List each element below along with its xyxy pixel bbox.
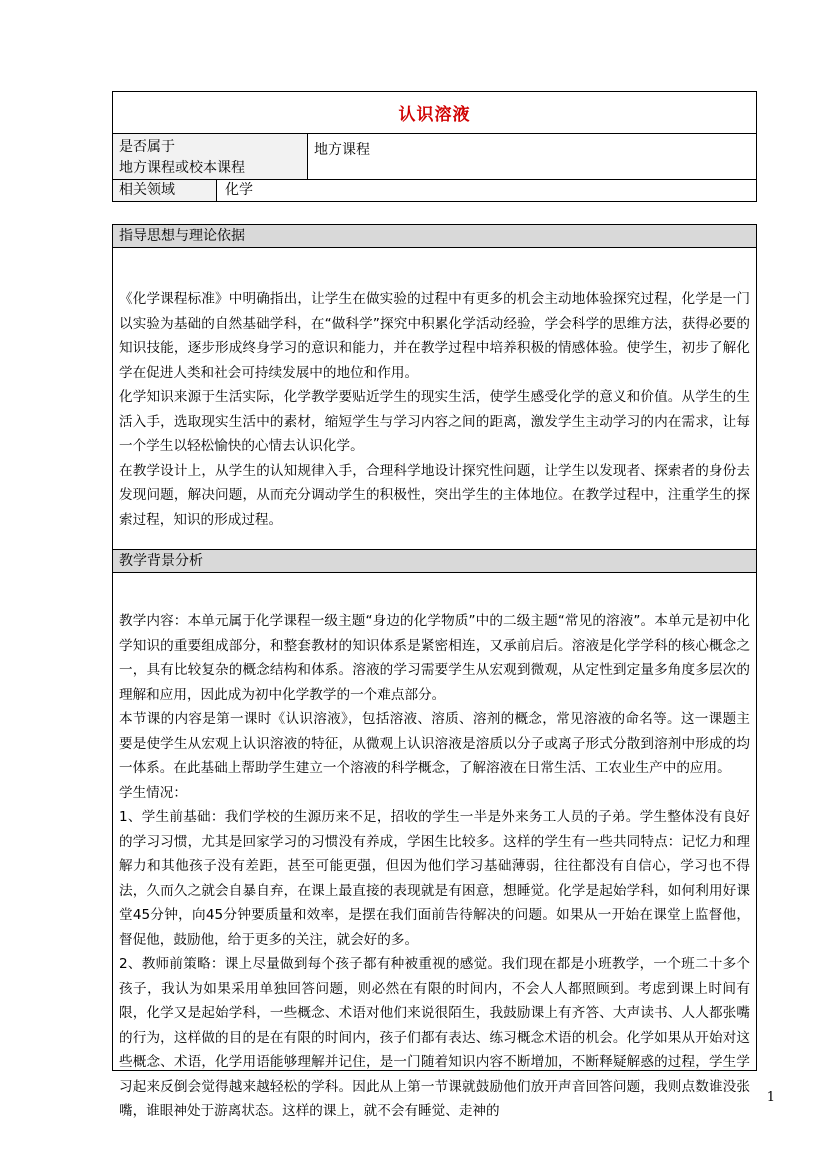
section-heading-guiding-ideas: 指导思想与理论依据 — [113, 225, 756, 248]
paragraph: 1、学生前基础：我们学校的生源历来不足，招收的学生一半是外来务工人员的子弟。学生整体没有良好的学习习惯，尤其是回家学习的习惯没有养成，学困生比较多。这样的学生有一些共同特点：记忆力和理解力和其他孩子没有差距，甚至可能更强，但因为他们学习基础薄弱，往往都没有自信心，学习也不得法，久而久之就会自暴自弃，在课上最直接的表现就是有困意，想睡觉。化学是起始学科，如何利用好课堂45分钟，向45分钟要质量和效率，是摆在我们面前告待解决的问题。如果从一开始在课堂上监督他，督促他，鼓励他，给于更多的关注，就会好的多。 — [119, 809, 750, 948]
paragraph: 《化学课程标准》中明确指出，让学生在做实验的过程中有更多的机会主动地体验探究过程，化学是一门以实验为基础的自然基础学科，在“做科学”探究中积累化学活动经验，学会科学的思维方法，获得必要的知识技能，逐步形成终身学习的意识和能力，并在教学过程中培养积极的情感体验。使学生，初步了解化学在促进人类和社会可持续发展中的地位和作用。 — [119, 291, 750, 381]
paragraph: 本节课的内容是第一课时《认识溶液》，包括溶液、溶质、溶剂的概念，常见溶液的命名等。这一课题主要是使学生从宏观上认识溶液的特征，从微观上认识溶液是溶质以分子或离子形式分散到溶剂中形成的均一体系。在此基础上帮助学生建立一个溶液的科学概念，了解溶液在日常生活、工农业生产中的应用。 — [119, 711, 750, 776]
course-type-label-line-2: 地方课程或校本课程 — [119, 160, 245, 176]
course-type-value: 地方课程 — [314, 142, 370, 158]
course-type-label — [113, 134, 308, 179]
domain-row — [113, 180, 756, 201]
paragraph: 教学内容：本单元属于化学课程一级主题“身边的化学物质”中的二级主题“常见的溶液”。本单元是初中化学知识的重要组成部分，和整套教材的知识体系是紧密相连，又承前启后。溶液是化学学科的核心概念之一，具有比较复杂的概念结构和体系。溶液的学习需要学生从宏观到微观，从定性到定量多角度多层次的理解和应用，因此成为初中化学教学的一个难点部分。 — [119, 613, 750, 703]
paragraph: 2、教师前策略：课上尽量做到每个孩子都有种被重视的感觉。我们现在都是小班教学，一个班二十多个孩子，我认为如果采用单独回答问题，则必然在有限的时间内，不会人人都照顾到。考虑到课上时间有限，化学又是起始学科，一些概念、术语对他们来说很陌生，我鼓励课上有齐答、大声读书、人人都张嘴的行为，这样做的目的是在有限的时间内，孩子们都有表达、练习概念术语的机会。化学如果从开始对这些概念、术语，化学用语能够理解并记住，是一门随着知识内容不断增加，不断释疑解惑的过程，学生学习起来反倒会觉得越来越轻松的学科。因此从上第一节课就鼓励他们放开声音回答问题，我则点数谁没张嘴，谁眼神处于游离状态。这样的课上，就不会有睡觉、走神的 — [119, 956, 750, 1119]
paragraph: 学生情况： — [119, 784, 187, 801]
course-type-row — [113, 134, 756, 180]
content-table — [112, 224, 757, 1119]
paragraph: 在教学设计上，从学生的认知规律入手，合理科学地设计探究性问题，让学生以发现者、探索者的身份去发现问题，解决问题，从而充分调动学生的积极性，突出学生的主体地位。在教学过程中，注重学生的探索过程，知识的形成过程。 — [119, 462, 750, 528]
section-body-background — [113, 573, 756, 1124]
title-row — [113, 92, 756, 134]
course-type-label-line-1: 是否属于 — [119, 139, 175, 155]
paragraph: 化学知识来源于生活实际，化学教学要贴近学生的现实生活，使学生感受化学的意义和价值。从学生的生活入手，选取现实生活中的素材，缩短学生与学习内容之间的距离，激发学生主动学习的内在需求，让每一个学生以轻松愉快的心情去认识化学。 — [119, 389, 750, 454]
section-body-guiding-ideas — [113, 248, 756, 550]
document-title: 认识溶液 — [398, 105, 471, 125]
page-number: 1 — [766, 1090, 775, 1105]
domain-value: 化学 — [225, 182, 253, 198]
course-info-table — [112, 91, 757, 202]
domain-label: 相关领域 — [113, 180, 217, 201]
section-heading-background: 教学背景分析 — [113, 550, 756, 573]
